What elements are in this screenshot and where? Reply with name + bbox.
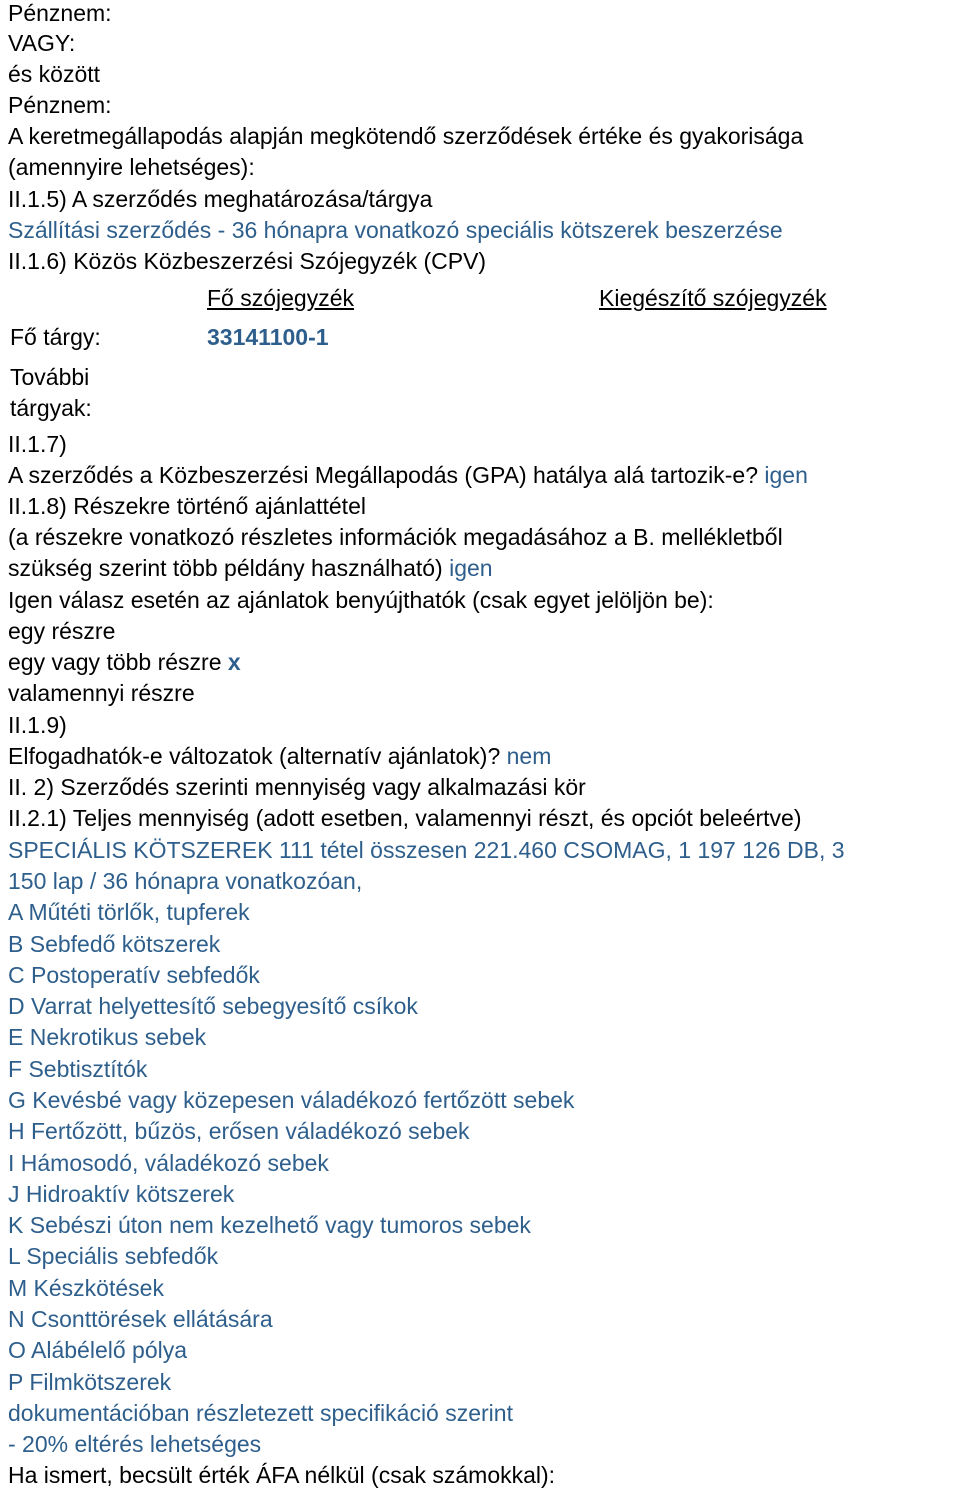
quantity-summary-cont: 150 lap / 36 hónapra vonatkozóan, — [8, 868, 363, 894]
lots-option-all: valamennyi részre — [8, 680, 195, 706]
lot-item: I Hámosodó, váladékozó sebek — [8, 1150, 329, 1176]
gpa-question — [8, 460, 808, 490]
additional-objects-label: További — [10, 364, 90, 390]
currency-label: Pénznem: — [8, 0, 112, 26]
additional-objects-label-cont: tárgyak: — [10, 395, 92, 421]
lot-item: L Speciális sebfedők — [8, 1243, 219, 1269]
gpa-question-text: A szerződés a Közbeszerzési Megállapodás (GPA) hatálya alá tartozik-e? — [8, 462, 759, 488]
lot-item: C Postoperatív sebfedők — [8, 962, 260, 988]
section-1-7-heading: II.1.7) — [8, 431, 67, 457]
contract-subject-value: Szállítási szerződés - 36 hónapra vonatkozó speciális kötszerek beszerzése — [8, 217, 783, 243]
variants-answer: nem — [506, 743, 552, 769]
lot-item: D Varrat helyettesítő sebegyesítő csíkok — [8, 993, 418, 1019]
main-object-label: Fő tárgy: — [10, 324, 101, 350]
between-label: és között — [8, 61, 101, 87]
section-1-9-heading: II.1.9) — [8, 712, 67, 738]
lots-option-one-or-more — [8, 647, 241, 677]
lots-if-yes-text: Igen válasz esetén az ajánlatok benyújthatók (csak egyet jelöljön be): — [8, 587, 714, 613]
variants-question — [8, 741, 551, 771]
section-1-6-heading: II.1.6) Közös Közbeszerzési Szójegyzék (CPV) — [8, 248, 487, 274]
lot-item: O Alábélelő pólya — [8, 1337, 188, 1363]
lots-answer: igen — [449, 555, 493, 581]
lot-item: G Kevésbé vagy közepesen váladékozó fertőzött sebek — [8, 1087, 575, 1113]
section-1-5-heading: II.1.5) A szerződés meghatározása/tárgya — [8, 186, 433, 212]
or-label: VAGY: — [8, 30, 76, 56]
lot-item: B Sebfedő kötszerek — [8, 931, 221, 957]
lots-option-selected-mark: x — [227, 649, 241, 675]
lot-item: P Filmkötszerek — [8, 1369, 172, 1395]
lot-item: F Sebtisztítók — [8, 1056, 148, 1082]
cpv-main-vocab-header: Fő szójegyzék — [207, 285, 355, 311]
framework-value-text: A keretmegállapodás alapján megkötendő szerződések értéke és gyakorisága — [8, 123, 804, 149]
lot-item: K Sebészi úton nem kezelhető vagy tumoros sebek — [8, 1212, 531, 1238]
lot-item: A Műtéti törlők, tupferek — [8, 899, 250, 925]
specification-note: dokumentációban részletezett specifikáció szerint — [8, 1400, 513, 1426]
lots-info-text: (a részekre vonatkozó részletes információk megadásához a B. mellékletből — [8, 524, 783, 550]
lot-item: E Nekrotikus sebek — [8, 1024, 207, 1050]
quantity-summary: SPECIÁLIS KÖTSZEREK 111 tétel összesen 221.460 CSOMAG, 1 197 126 DB, 3 — [8, 837, 845, 863]
lot-item: M Készkötések — [8, 1275, 164, 1301]
gpa-answer: igen — [764, 462, 808, 488]
estimated-value-label: Ha ismert, becsült érték ÁFA nélkül (csak számokkal): — [8, 1462, 556, 1488]
lot-item: H Fertőzött, bűzös, erősen váladékozó sebek — [8, 1118, 470, 1144]
section-2-1-heading: II.2.1) Teljes mennyiség (adott esetben, valamennyi részt, és opciót beleértve) — [8, 805, 802, 831]
lots-option-one-or-more-label: egy vagy több részre — [8, 649, 222, 675]
lots-option-one: egy részre — [8, 618, 116, 644]
section-2-heading: II. 2) Szerződés szerinti mennyiség vagy alkalmazási kör — [8, 774, 586, 800]
variants-question-text: Elfogadhatók-e változatok (alternatív ajánlatok)? — [8, 743, 501, 769]
framework-value-text-cont: (amennyire lehetséges): — [8, 154, 255, 180]
lots-info-text-cont — [8, 553, 493, 583]
deviation-note: - 20% eltérés lehetséges — [8, 1431, 262, 1457]
lot-item: J Hidroaktív kötszerek — [8, 1181, 235, 1207]
main-object-cpv-code: 33141100-1 — [207, 324, 329, 350]
currency-label-2: Pénznem: — [8, 92, 112, 118]
section-1-8-heading: II.1.8) Részekre történő ajánlattétel — [8, 493, 366, 519]
cpv-supp-vocab-header: Kiegészítő szójegyzék — [599, 285, 827, 311]
lot-item: N Csonttörések ellátására — [8, 1306, 273, 1332]
lots-info-text-cont-label: szükség szerint több példány használható) — [8, 555, 443, 581]
